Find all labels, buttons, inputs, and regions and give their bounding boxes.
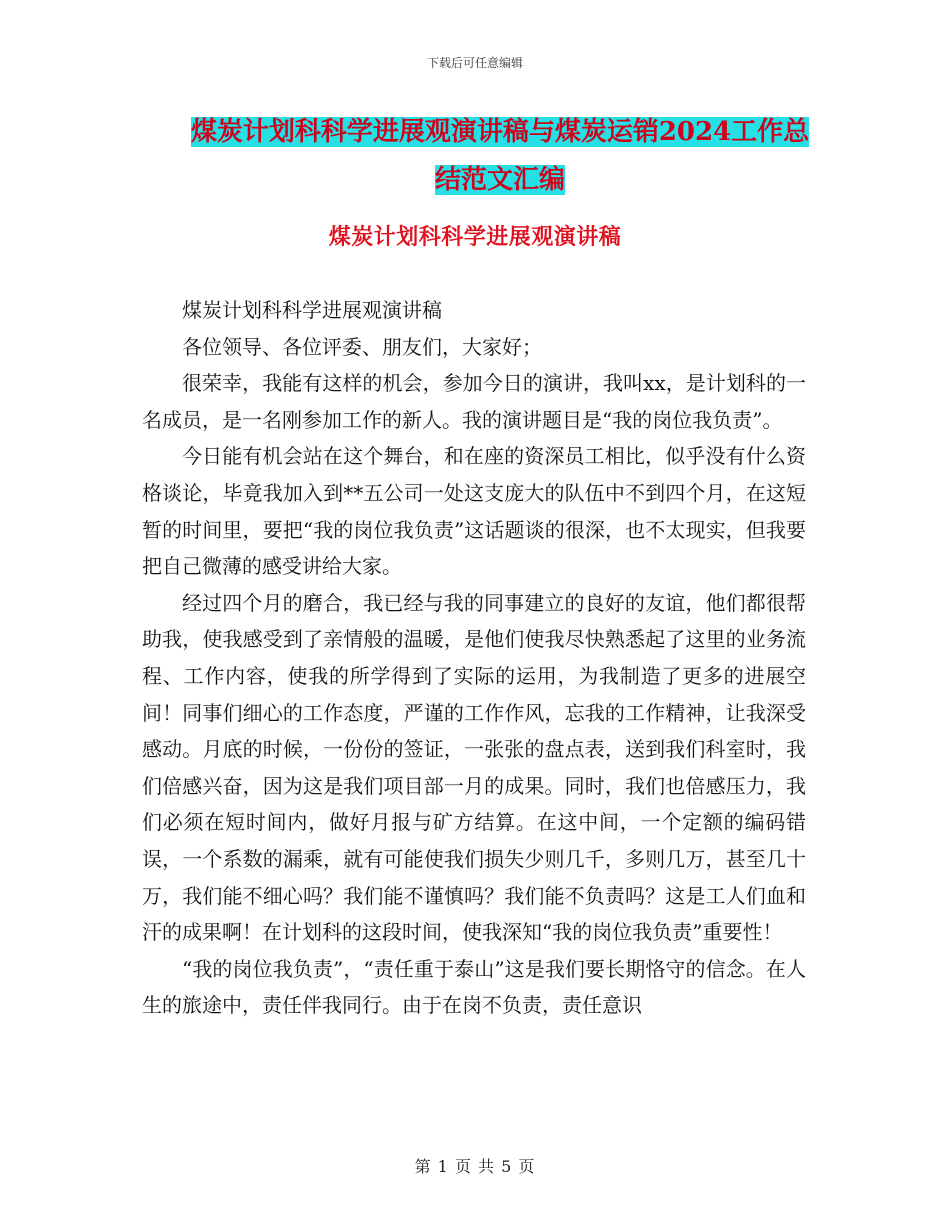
paragraph: 经过四个月的磨合，我已经与我的同事建立的良好的友谊，他们都很帮助我，使我感受到了亲情般的温暖，是他们使我尽快熟悉起了这里的业务流程、工作内容，使我的所学得到了实际的运用，为我制造了更多的进展空间！同事们细心的工作态度，严谨的工作作风，忘我的工作精神，让我深受感动。月底的时候，一份份的签证，一张张的盘点表，送到我们科室时，我们倍感兴奋，因为这是我们项目部一月的成果。同时，我们也倍感压力，我们必须在短时间内，做好月报与矿方结算。在这中间，一个定额的编码错误，一个系数的漏乘，就有可能使我们损失少则几千，多则几万，甚至几十万，我们能不细心吗？我们能不谨慎吗？我们能不负责吗？这是工人们血和汗的成果啊！在计划科的这段时间，使我深知“我的岗位我负责”重要性！ — [142, 590, 806, 945]
document-title — [140, 108, 860, 204]
paragraph: 各位领导、各位评委、朋友们，大家好； — [182, 334, 542, 359]
title-line-2: 结范文汇编 — [434, 165, 565, 195]
section-title: 煤炭计划科科学进展观演讲稿 — [328, 224, 622, 250]
body-text — [142, 292, 806, 1024]
paragraph: 今日能有机会站在这个舞台，和在座的资深员工相比，似乎没有什么资格谈论，毕竟我加入到**五公司一处这支庞大的队伍中不到四个月，在这短暂的时间里，要把“我的岗位我负责”这话题谈的很深，也不太现实，但我要把自己微薄的感受讲给大家。 — [142, 444, 806, 579]
paragraph: 很荣幸，我能有这样的机会，参加今日的演讲，我叫xx，是计划科的一名成员，是一名刚参加工作的新人。我的演讲题目是“我的岗位我负责”。 — [142, 371, 806, 432]
paragraph: 煤炭计划科科学进展观演讲稿 — [182, 298, 442, 322]
page-footer: 第 1 页 共 5 页 — [414, 1157, 536, 1176]
title-line-1: 煤炭计划科科学进展观演讲稿与煤炭运销2024工作总 — [190, 117, 810, 147]
paragraph: “我的岗位我负责”，“责任重于泰山”这是我们要长期恪守的信念。在人生的旅途中，责任伴我同行。由于在岗不负责，责任意识 — [142, 956, 806, 1018]
header-note: 下载后可任意编辑 — [426, 56, 523, 70]
